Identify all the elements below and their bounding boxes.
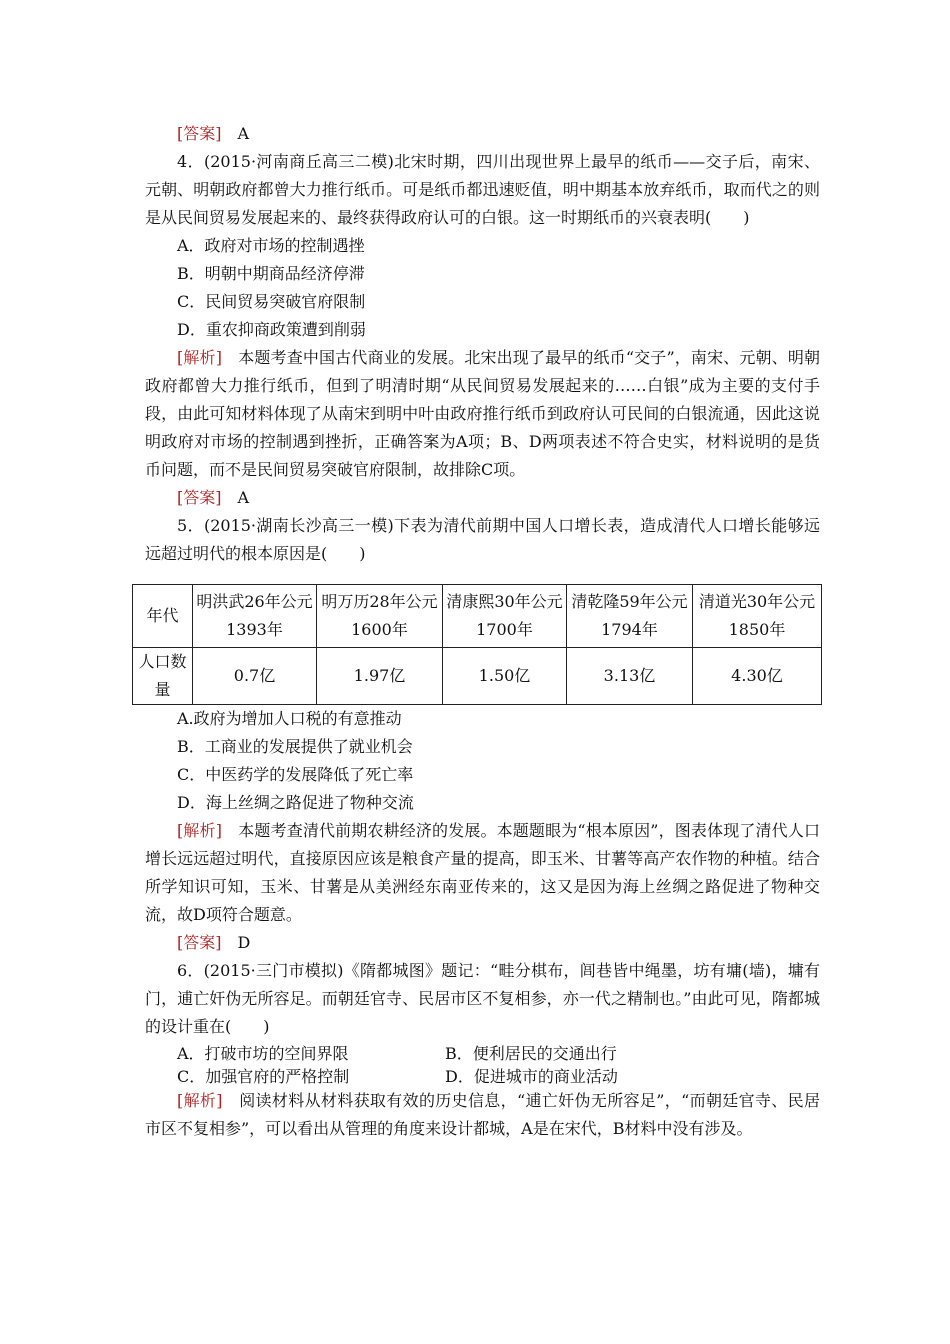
q6-option-b: B．便利居民的交通出行 [445,1044,617,1063]
analysis-text: 本题考查中国古代商业的发展。北宋出现了最早的纸币“交子”，南宋、元朝、明朝政府都曾大力推行纸币，但到了明清时期“从民间贸易发展起来的……白银”成为主要的支付手段，由此可知材料体现了从南宋到明中叶由政府推行纸币到政府认可民间的白银流通，因此这说明政府对市场的控制遇到挫折，正确答案为A项；B、D两项表述不符合史实，材料说明的是货币问题，而不是民间贸易突破官府限制，故排除C项。 [145,348,820,479]
analysis-label: [解析] [177,1091,223,1110]
q5-analysis [145,817,820,929]
answer-label: [答案] [177,124,222,143]
q6-options-row-2 [145,1064,820,1087]
q4-option-b: B．明朝中期商品经济停滞 [177,264,365,283]
row-header-era: 年代 [133,585,193,648]
q6-analysis [145,1087,820,1143]
answer-label: [答案] [177,488,222,507]
table-row-years [133,585,822,648]
q4-analysis [145,344,820,484]
q5-stem: 5．(2015·湖南长沙高三一模)下表为清代前期中国人口增长表，造成清代人口增长能够远远超过明代的根本原因是( ) [145,516,820,563]
row-header-population: 人口数量 [133,648,193,705]
q4-option-a: A．政府对市场的控制遇挫 [177,236,365,255]
q3-answer [145,120,820,148]
year-cell: 明万历28年公元1600年 [317,585,443,648]
population-cell: 0.7亿 [193,648,317,705]
answer-value: A [237,124,250,143]
q5-answer [145,929,820,957]
q6-option-a: A．打破市坊的空间界限 [177,1044,349,1063]
year-cell: 明洪武26年公元1393年 [193,585,317,648]
year-cell: 清康熙30年公元1700年 [443,585,567,648]
q4-answer [145,484,820,512]
q5-option-c: C．中医药学的发展降低了死亡率 [177,765,414,784]
q4-stem: 4．(2015·河南商丘高三二模)北宋时期，四川出现世界上最早的纸币——交子后，南宋、元朝、明朝政府都曾大力推行纸币。可是纸币都迅速贬值，明中期基本放弃纸币，取而代之的则是从民间贸易发展起来的、最终获得政府认可的白银。这一时期纸币的兴衰表明( ) [145,152,820,227]
q6-option-d: D．促进城市的商业活动 [445,1067,618,1086]
answer-value: D [237,933,251,952]
analysis-text: 本题考查清代前期农耕经济的发展。本题题眼为“根本原因”，图表体现了清代人口增长远远超过明代，直接原因应该是粮食产量的提高，即玉米、甘薯等高产农作物的种植。结合所学知识可知，玉米、甘薯是从美洲经东南亚传来的，这又是因为海上丝绸之路促进了物种交流，故D项符合题意。 [145,821,820,924]
population-cell: 1.50亿 [443,648,567,705]
analysis-label: [解析] [177,348,222,367]
answer-label: [答案] [177,933,222,952]
population-cell: 4.30亿 [693,648,822,705]
q6-options-row-1 [145,1041,820,1064]
answer-value: A [237,488,250,507]
population-table [132,584,822,705]
q6-option-c: C．加强官府的严格控制 [177,1067,350,1086]
year-cell: 清道光30年公元1850年 [693,585,822,648]
year-cell: 清乾隆59年公元1794年 [567,585,693,648]
population-cell: 1.97亿 [317,648,443,705]
q5-option-a: A.政府为增加人口税的有意推动 [177,709,402,728]
population-cell: 3.13亿 [567,648,693,705]
q5-option-b: B．工商业的发展提供了就业机会 [177,737,413,756]
q5-option-d: D．海上丝绸之路促进了物种交流 [177,793,414,812]
q4-option-d: D．重农抑商政策遭到削弱 [177,320,366,339]
analysis-text: 阅读材料从材料获取有效的历史信息，“逋亡奸伪无所容足”，“而朝廷官寺、民居市区不复相参”，可以看出从管理的角度来设计都城，A是在宋代，B材料中没有涉及。 [145,1091,820,1138]
analysis-label: [解析] [177,821,222,840]
q6-stem: 6．(2015·三门市模拟)《隋都城图》题记：“畦分棋布，闾巷皆中绳墨，坊有墉(墙)，墉有门，逋亡奸伪无所容足。而朝廷官寺、民居市区不复相参，亦一代之精制也。”由此可见，隋都城的设计重在( ) [145,961,820,1036]
table-row-population [133,648,822,705]
document-body [138,120,820,1143]
q4-option-c: C．民间贸易突破官府限制 [177,292,366,311]
